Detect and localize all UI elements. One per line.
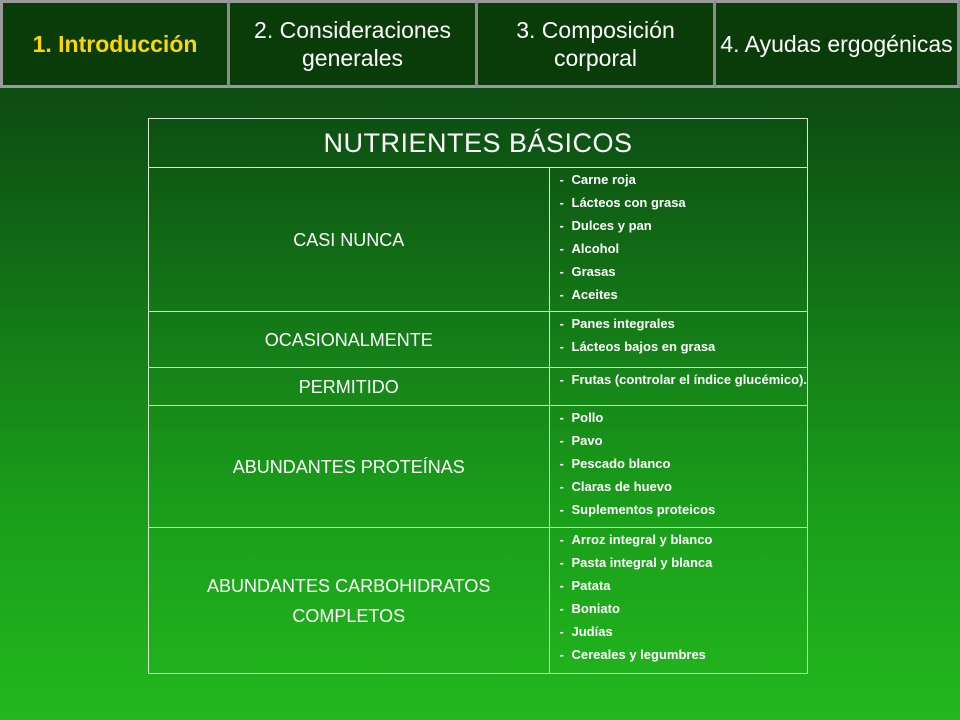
list-item: - Frutas (controlar el índice glucémico). xyxy=(559,372,807,387)
list-item: - Boniato xyxy=(559,601,620,616)
category-cell: ABUNDANTES CARBOHIDRATOS COMPLETOS xyxy=(149,528,550,674)
list-item: - Lácteos bajos en grasa xyxy=(559,339,716,354)
list-item: - Carne roja xyxy=(559,172,636,187)
list-item: - Pasta integral y blanca xyxy=(559,555,713,570)
table-row xyxy=(149,406,808,528)
tab-consideraciones-generales[interactable]: 2. Consideraciones generales xyxy=(230,0,478,88)
items-cell xyxy=(549,528,808,674)
category-cell: PERMITIDO xyxy=(149,368,550,406)
list-item: - Arroz integral y blanco xyxy=(559,532,713,547)
list-item: - Judías xyxy=(559,624,613,639)
table-row xyxy=(149,528,808,674)
table-row xyxy=(149,168,808,312)
items-cell xyxy=(549,312,808,368)
category-cell: OCASIONALMENTE xyxy=(149,312,550,368)
nutrients-table xyxy=(148,118,808,674)
table-row xyxy=(149,368,808,406)
item-list xyxy=(550,168,808,306)
items-cell xyxy=(549,368,808,406)
list-item: - Alcohol xyxy=(559,241,620,256)
item-list xyxy=(550,368,808,391)
list-item: - Panes integrales xyxy=(559,316,675,331)
item-list xyxy=(550,528,808,666)
list-item: - Aceites xyxy=(559,287,618,302)
list-item: - Pescado blanco xyxy=(559,456,671,471)
list-item: - Lácteos con grasa xyxy=(559,195,686,210)
list-item: - Patata xyxy=(559,578,611,593)
tab-composicion-corporal[interactable]: 3. Composición corporal xyxy=(478,0,716,88)
category-cell: CASI NUNCA xyxy=(149,168,550,312)
list-item: - Suplementos proteicos xyxy=(559,502,716,517)
item-list xyxy=(550,312,808,358)
list-item: - Pollo xyxy=(559,410,604,425)
table-title: NUTRIENTES BÁSICOS xyxy=(149,119,808,168)
table-row xyxy=(149,312,808,368)
tab-introduccion[interactable]: 1. Introducción xyxy=(0,0,230,88)
table-title-row xyxy=(149,119,808,168)
tab-bar xyxy=(0,0,960,88)
list-item: - Claras de huevo xyxy=(559,479,672,494)
category-cell: ABUNDANTES PROTEÍNAS xyxy=(149,406,550,528)
list-item: - Dulces y pan xyxy=(559,218,652,233)
list-item: - Cereales y legumbres xyxy=(559,647,706,662)
tab-ayudas-ergogenicas[interactable]: 4. Ayudas ergogénicas xyxy=(716,0,960,88)
list-item: - Pavo xyxy=(559,433,603,448)
items-cell xyxy=(549,406,808,528)
item-list xyxy=(550,406,808,521)
list-item: - Grasas xyxy=(559,264,616,279)
items-cell xyxy=(549,168,808,312)
